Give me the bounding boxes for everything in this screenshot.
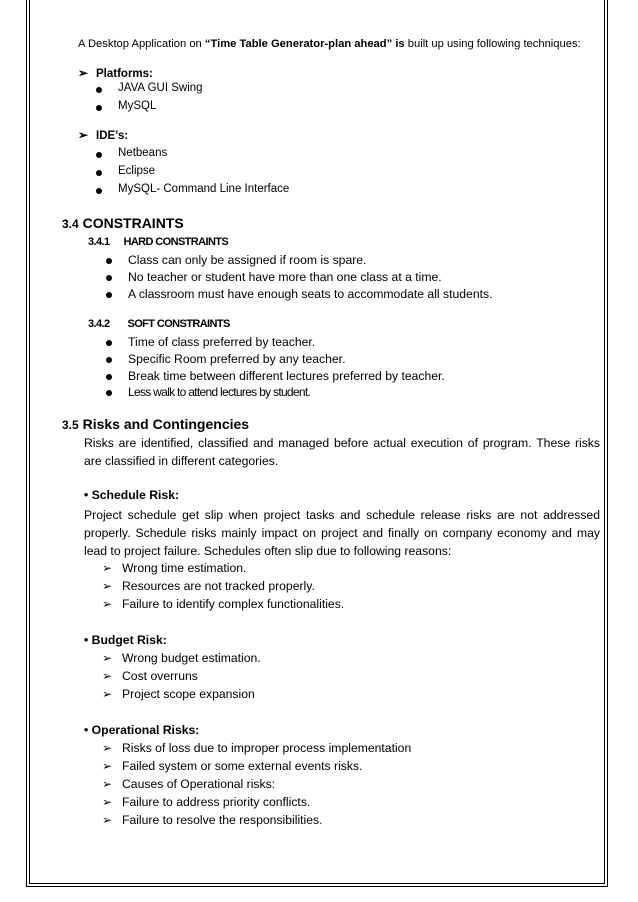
schedule-risk-heading: • Schedule Risk:: [84, 488, 180, 502]
schedule-risk-paragraph: Project schedule get slip when project tasks and schedule release risks are not addressed properly. Schedule risks mainly impact on project and finally on company economy and may lead to project failure. Schedules often slip due to following reasons:: [84, 508, 600, 558]
section-heading-risks: [62, 416, 249, 432]
section-title: Risks and Contingencies: [82, 416, 250, 432]
list-item-text: MySQL- Command Line Interface: [118, 183, 290, 195]
bullet-icon: [106, 340, 112, 346]
arrow-bullet-icon: ➢: [102, 579, 113, 593]
arrow-bullet-icon: ➢: [102, 687, 113, 701]
bullet-icon: [96, 188, 102, 194]
list-item: [102, 597, 345, 611]
section-number: 3.5: [62, 418, 79, 432]
arrow-bullet-icon: ➢: [102, 795, 113, 809]
list-item-text: Wrong budget estimation.: [122, 651, 261, 665]
section-title: CONSTRAINTS: [82, 215, 184, 231]
subsection-title: SOFT CONSTRAINTS: [127, 318, 230, 330]
subsection-title: HARD CONSTRAINTS: [123, 236, 229, 248]
list-item: [128, 352, 345, 366]
list-item: [118, 82, 203, 94]
bullet-icon: [96, 87, 102, 93]
list-item-text: Less walk to attend lectures by student.: [128, 385, 311, 399]
risks-intro-paragraph: Risks are identified, classified and managed before actual execution of program. These risks are classified in different categories.: [84, 436, 600, 468]
arrow-bullet-icon: ➢: [102, 777, 113, 791]
intro-prefix: A Desktop Application on: [78, 38, 205, 50]
list-item: [128, 270, 442, 284]
arrow-bullet-icon: ➢: [102, 597, 113, 611]
section-number: 3.4: [62, 217, 79, 231]
list-item: [118, 100, 156, 112]
bullet-icon: [106, 390, 112, 396]
list-item-text: Break time between different lectures preferred by teacher.: [128, 369, 445, 383]
platforms-heading: [78, 66, 153, 80]
budget-risk-heading: • Budget Risk:: [84, 633, 167, 647]
subsection-number: 3.4.2: [88, 318, 110, 330]
list-item-text: JAVA GUI Swing: [118, 82, 203, 94]
list-item: [102, 777, 276, 791]
list-item: [118, 165, 155, 177]
list-item-text: Eclipse: [118, 165, 156, 177]
list-item: [102, 795, 311, 809]
list-item: [102, 759, 363, 773]
arrow-bullet-icon: ➢: [102, 561, 113, 575]
list-item-text: Causes of Operational risks:: [122, 777, 276, 791]
list-item: [102, 669, 198, 683]
list-item-text: A classroom must have enough seats to accommodate all students.: [128, 287, 493, 301]
list-item: [118, 147, 167, 159]
bullet-icon: [106, 357, 112, 363]
list-item: [102, 561, 247, 575]
list-item: [102, 579, 315, 593]
list-item: [128, 369, 445, 383]
bullet-icon: [106, 374, 112, 380]
list-item-text: Class can only be assigned if room is spare.: [128, 253, 367, 267]
bullet-icon: [106, 258, 112, 264]
bullet-icon: [96, 170, 102, 176]
bullet-icon: [96, 105, 102, 111]
list-item: [102, 813, 323, 827]
arrow-bullet-icon: ➢: [102, 759, 113, 773]
list-item: [118, 183, 289, 195]
list-item-text: Cost overruns: [122, 669, 198, 683]
list-item-text: Time of class preferred by teacher.: [128, 335, 316, 349]
subsection-heading-hard: [88, 236, 228, 248]
list-item: [128, 335, 315, 349]
list-item-text: Failed system or some external events risks.: [122, 759, 363, 773]
list-item-text: Failure to identify complex functionalities.: [122, 597, 345, 611]
list-item-text: Risks of loss due to improper process implementation: [122, 741, 412, 755]
operational-risks-heading: • Operational Risks:: [84, 723, 200, 737]
bullet-icon: [96, 152, 102, 158]
list-item-text: Specific Room preferred by any teacher.: [128, 352, 346, 366]
ides-heading-text: IDE’s:: [96, 130, 129, 142]
list-item-text: Wrong time estimation.: [122, 561, 247, 575]
subsection-heading-soft: [88, 318, 230, 330]
intro-suffix: built up using following techniques:: [404, 38, 581, 50]
arrow-bullet-icon: ➢: [102, 813, 113, 827]
list-item-text: Project scope expansion: [122, 687, 255, 701]
bullet-icon: [106, 292, 112, 298]
list-item-text: Failure to address priority conflicts.: [122, 795, 311, 809]
list-item: [102, 651, 261, 665]
section-heading-constraints: [62, 215, 184, 231]
list-item-text: MySQL: [118, 100, 157, 112]
list-item: [128, 253, 366, 267]
list-item-text: Failure to resolve the responsibilities.: [122, 813, 323, 827]
arrow-bullet-icon: ➢: [78, 128, 89, 142]
list-item: [102, 687, 255, 701]
intro-line: [78, 38, 581, 50]
arrow-bullet-icon: ➢: [102, 651, 113, 665]
list-item: [128, 287, 492, 301]
list-item: [102, 741, 412, 755]
intro-title: “Time Table Generator-plan ahead” is: [204, 38, 405, 50]
list-item-text: Resources are not tracked properly.: [122, 579, 315, 593]
bullet-icon: [106, 275, 112, 281]
arrow-bullet-icon: ➢: [78, 66, 89, 80]
list-item: [128, 385, 310, 399]
list-item-text: Netbeans: [118, 147, 168, 159]
arrow-bullet-icon: ➢: [102, 669, 113, 683]
list-item-text: No teacher or student have more than one class at a time.: [128, 270, 442, 284]
subsection-number: 3.4.1: [88, 236, 110, 248]
platforms-heading-text: Platforms:: [96, 68, 153, 80]
ides-heading: [78, 128, 128, 142]
arrow-bullet-icon: ➢: [102, 741, 113, 755]
